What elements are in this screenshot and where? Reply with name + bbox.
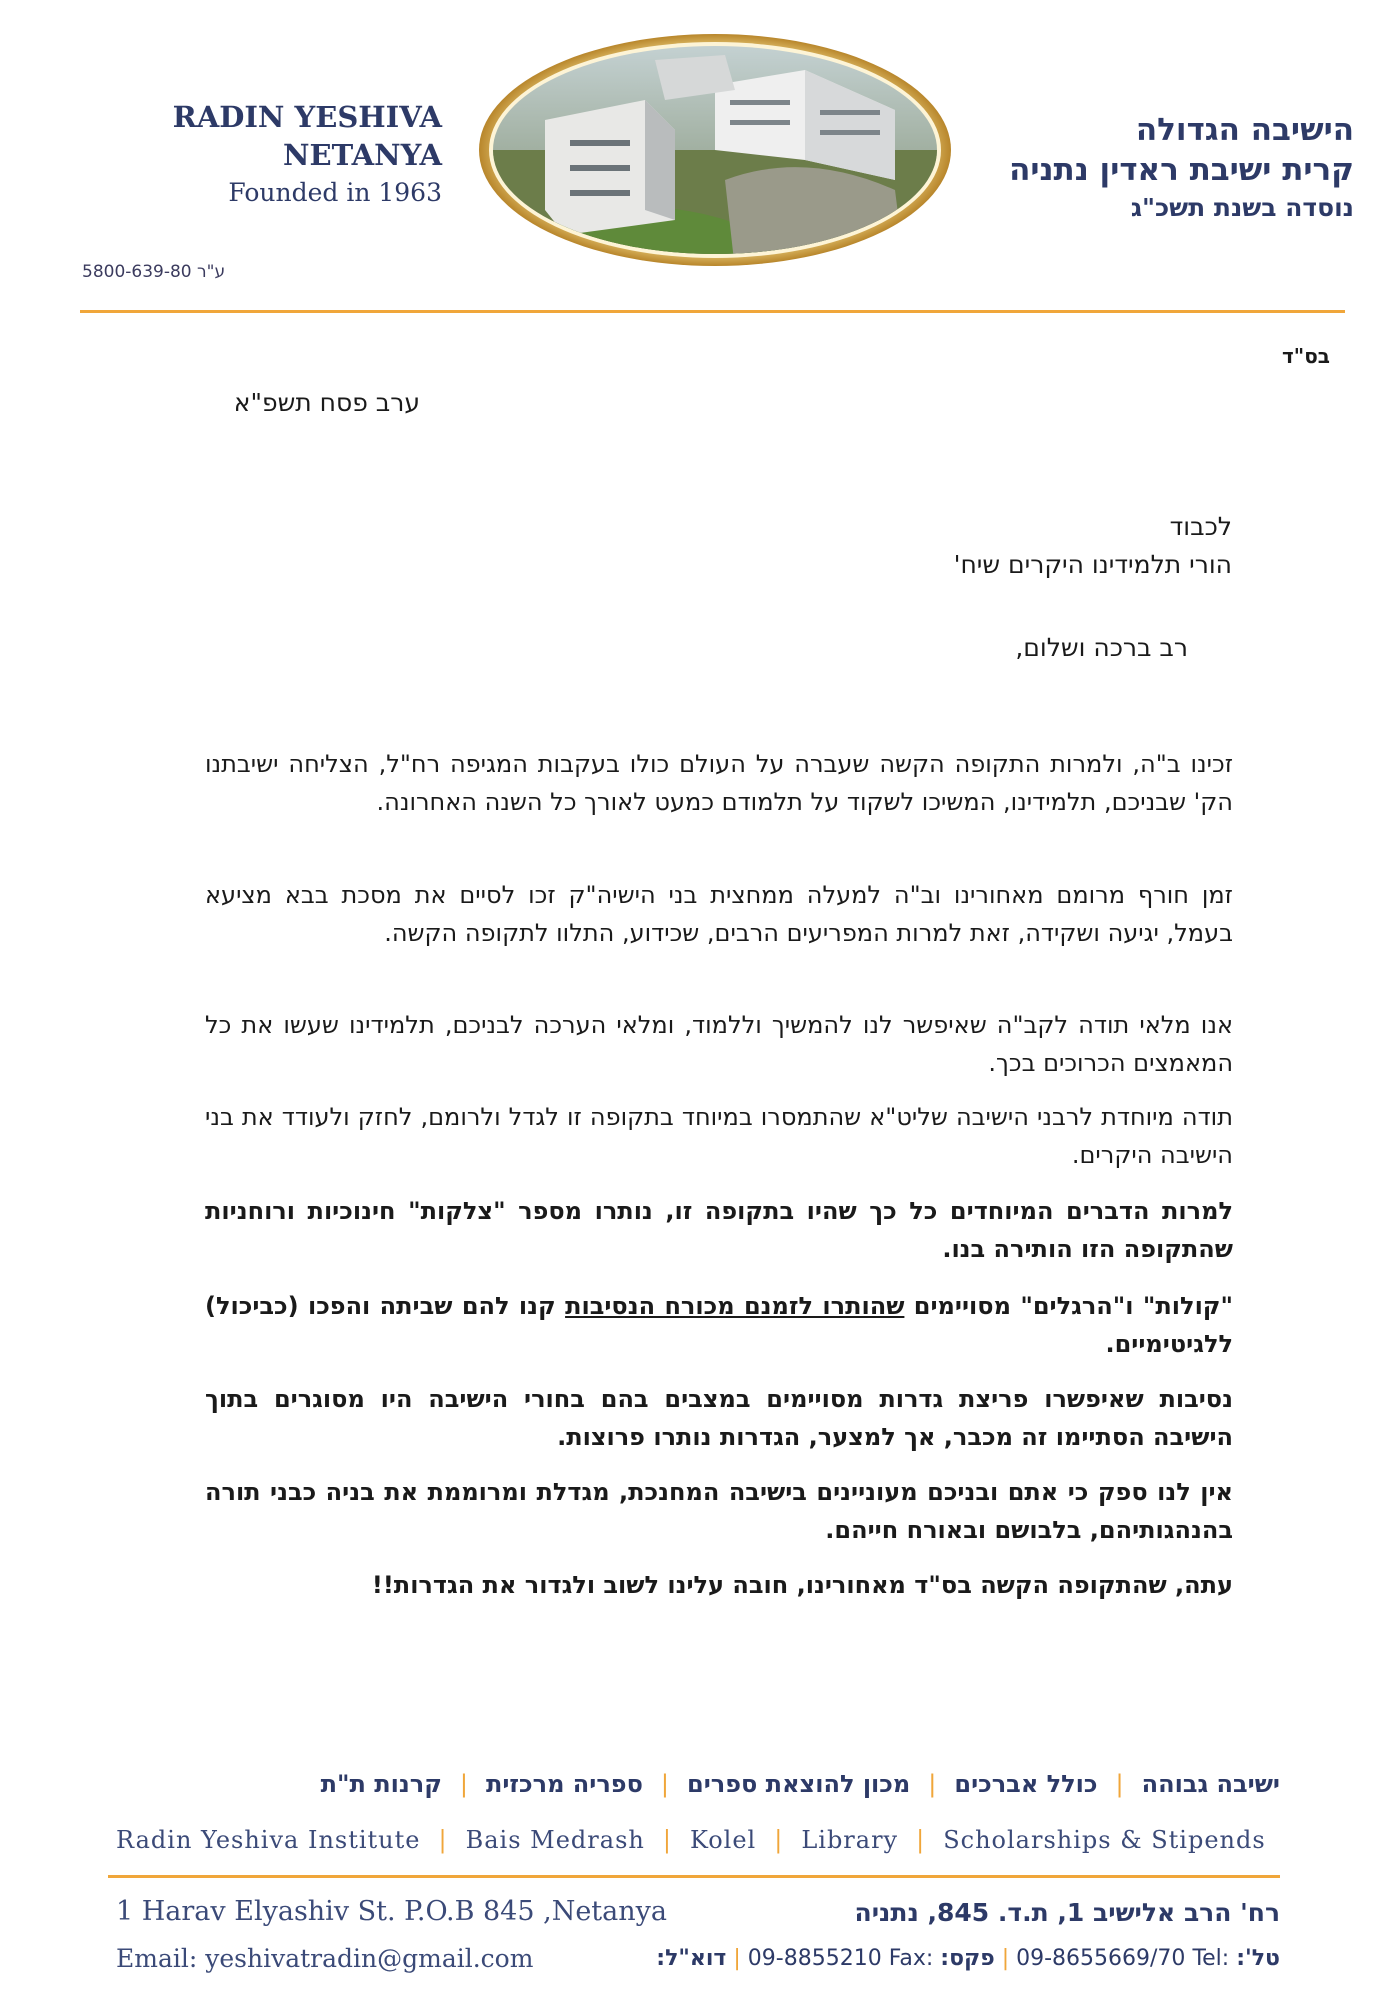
footer-separator: | — [662, 1826, 672, 1854]
bsd-mark: בס"ד — [1282, 344, 1330, 368]
address-english: 1 Harav Elyashiv St. P.O.B 845 ,Netanya — [116, 1896, 667, 1927]
paragraph-7: נסיבות שאיפשרו פריצת גדרות מסויימים במצבים בהם בחורי הישיבה היו מסוגרים בתוך הישיבה הסתיימו זה מכבר, אך למצער, הגדרות נותרו פרוצות. — [205, 1385, 1233, 1451]
footer-he-unit: ספריה מרכזית — [485, 1770, 643, 1798]
email-line — [116, 1944, 533, 1973]
footer-separator: | — [916, 1826, 926, 1854]
paragraph-6-start: "קולות" ו"הרגלים" מסויימים — [904, 1292, 1233, 1320]
english-institution-name — [150, 98, 442, 212]
tel-number: 09-8655669/70 — [1016, 1946, 1186, 1971]
paragraph-6 — [205, 1287, 1233, 1363]
header-divider — [80, 310, 1345, 313]
he-name-line2: קרית ישיבת ראדין נתניה — [1009, 152, 1354, 188]
letter-date: ערב פסח תשפ"א — [233, 388, 420, 417]
email-label: Email: — [116, 1944, 198, 1973]
tel-label: Tel: — [1192, 1946, 1230, 1971]
paragraph-3: אנו מלאי תודה לקב"ה שאיפשר לנו להמשיך וללמוד, ומלאי הערכה לבניכם, תלמידינו שעשו את כל המאמצים הכרוכים בכך. — [205, 1011, 1233, 1077]
footer-en-unit: Bais Medrash — [465, 1826, 645, 1854]
fax-he-label: פקס: — [940, 1946, 995, 1971]
contact-numbers — [560, 1946, 1280, 1971]
footer-he-unit: ישיבה גבוהה — [1141, 1770, 1280, 1798]
footer-separator: | — [1001, 1946, 1010, 1971]
campus-photo-logo — [475, 30, 955, 270]
he-name-line1: הישיבה הגדולה — [1135, 112, 1354, 148]
footer-he-unit: כולל אברכים — [954, 1770, 1098, 1798]
footer-separator: | — [928, 1770, 937, 1798]
footer-separator: | — [438, 1826, 448, 1854]
paragraph-9: עתה, שהתקופה הקשה בס"ד מאחורינו, חובה עלינו לשוב ולגדור את הגדרות!! — [371, 1571, 1233, 1599]
hebrew-institution-name — [960, 110, 1354, 226]
fax-label: Fax: — [888, 1946, 934, 1971]
address-hebrew: רח' הרב אלישיב 1, ת.ד. 845, נתניה — [854, 1898, 1280, 1927]
footer-separator: | — [459, 1770, 468, 1798]
addressee-line2: הורי תלמידינו היקרים שיח' — [953, 550, 1232, 579]
greeting: רב ברכה ושלום, — [1015, 633, 1188, 662]
paragraph-8: אין לנו ספק כי אתם ובניכם מעוניינים בישיבה המחנכת, מגדלת ומרוממת את בניה כבני תורה בהנהגותיהם, בלבושם ובאורח חייהם. — [205, 1478, 1233, 1544]
footer-en-unit: Radin Yeshiva Institute — [116, 1826, 421, 1854]
en-name-line2: NETANYA — [283, 138, 442, 172]
paragraph-5: למרות הדברים המיוחדים כל כך שהיו בתקופה זו, נותרו מספר "צלקות" חינוכיות ורוחניות שהתקופה הזו הותירה בנו. — [205, 1197, 1233, 1263]
footer-he-unit: קרנות ת"ת — [320, 1770, 442, 1798]
footer-separator: | — [1115, 1770, 1124, 1798]
footer-en-unit: Library — [801, 1826, 899, 1854]
footer-en-unit: Scholarships & Stipends — [943, 1826, 1266, 1854]
footer-divider — [108, 1875, 1280, 1878]
paragraph-6-end: קנו להם שביתה והפכו (כביכול) ללגיטימיים. — [205, 1292, 1233, 1358]
footer-english-units — [116, 1826, 1280, 1854]
paragraph-4: תודה מיוחדת לרבני הישיבה שליט"א שהתמסרו במיוחד בתקופה זו לגדל ולרומם, לחזק ולעודד את בני הישיבה היקרים. — [205, 1103, 1233, 1169]
footer-hebrew-units — [110, 1770, 1280, 1798]
paragraph-1: זכינו ב"ה, ולמרות התקופה הקשה שעברה על העולם כולו בעקבות המגיפה רח"ל, הצליחה ישיבתנו הק' שבניכם, תלמידינו, המשיכו לשקוד על תלמודם כמעט לאורך כל השנה האחרונה. — [205, 750, 1233, 816]
footer-separator: | — [660, 1770, 669, 1798]
fax-number: 09-8855210 — [747, 1946, 882, 1971]
en-founded: Founded in 1963 — [228, 178, 442, 207]
addressee-line1: לכבוד — [1169, 512, 1232, 541]
addressee — [300, 508, 1232, 584]
paragraph-6-underlined: שהותרו לזמנם מכורח הנסיבות — [565, 1292, 905, 1320]
footer-he-unit: מכון להוצאת ספרים — [687, 1770, 911, 1798]
footer-separator: | — [733, 1946, 741, 1971]
paragraph-2: זמן חורף מרומם מאחורינו וב"ה למעלה ממחצית בני הישיה"ק זכו לסיים את מסכת בבא מציעא בעמל, יגיעה ושקידה, זאת למרות המפריעים הרבים, שכידוע, התלוו לתקופה הקשה. — [205, 881, 1233, 947]
email-address[interactable]: yeshivatradin@gmail.com — [205, 1944, 534, 1973]
footer-en-unit: Kolel — [689, 1826, 757, 1854]
email-he-label: דוא"ל: — [656, 1946, 727, 1971]
footer-separator: | — [774, 1826, 784, 1854]
tel-he-label: טל': — [1236, 1946, 1280, 1971]
en-name-line1: RADIN YESHIVA — [172, 100, 442, 134]
he-founded: נוסדה בשנת תשכ"ג — [1130, 193, 1354, 222]
registration-number: ע"ר 5800-639-80 — [82, 262, 226, 282]
